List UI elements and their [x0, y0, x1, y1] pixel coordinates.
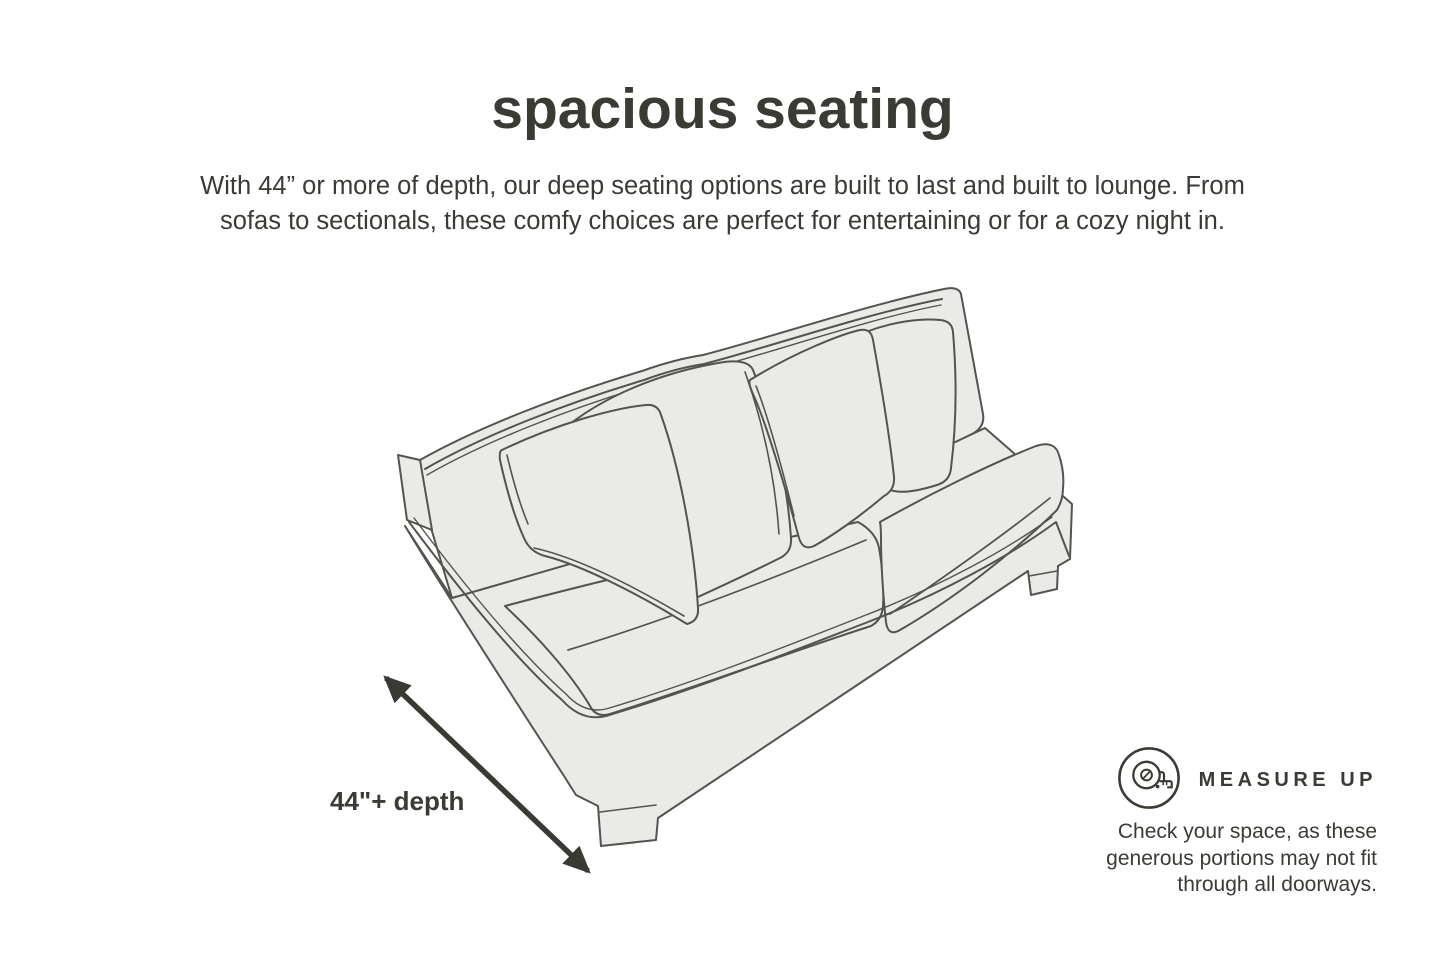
measure-up-note-line-3: through all doorways. — [1177, 873, 1377, 896]
measure-up-note-line-1: Check your space, as these — [1117, 820, 1377, 843]
measure-up-title: MEASURE UP — [1198, 769, 1377, 791]
page-title: spacious seating — [491, 77, 954, 141]
sofa-line-drawing — [398, 288, 1072, 846]
intro-line-2: sofas to sectionals, these comfy choices are perfect for entertaining or for a cozy night in. — [220, 206, 1225, 235]
measure-up-header — [1062, 745, 1377, 816]
measure-up-note — [1062, 819, 1377, 899]
intro-line-1: With 44” or more of depth, our deep seating options are built to last and built to lounge. From — [200, 172, 1245, 200]
tape-measure-icon — [1116, 745, 1182, 816]
measure-up-note-line-2: generous portions may not fit — [1106, 846, 1377, 870]
measure-up-section — [1062, 745, 1377, 899]
depth-dimension-label: 44"+ depth — [330, 786, 465, 816]
